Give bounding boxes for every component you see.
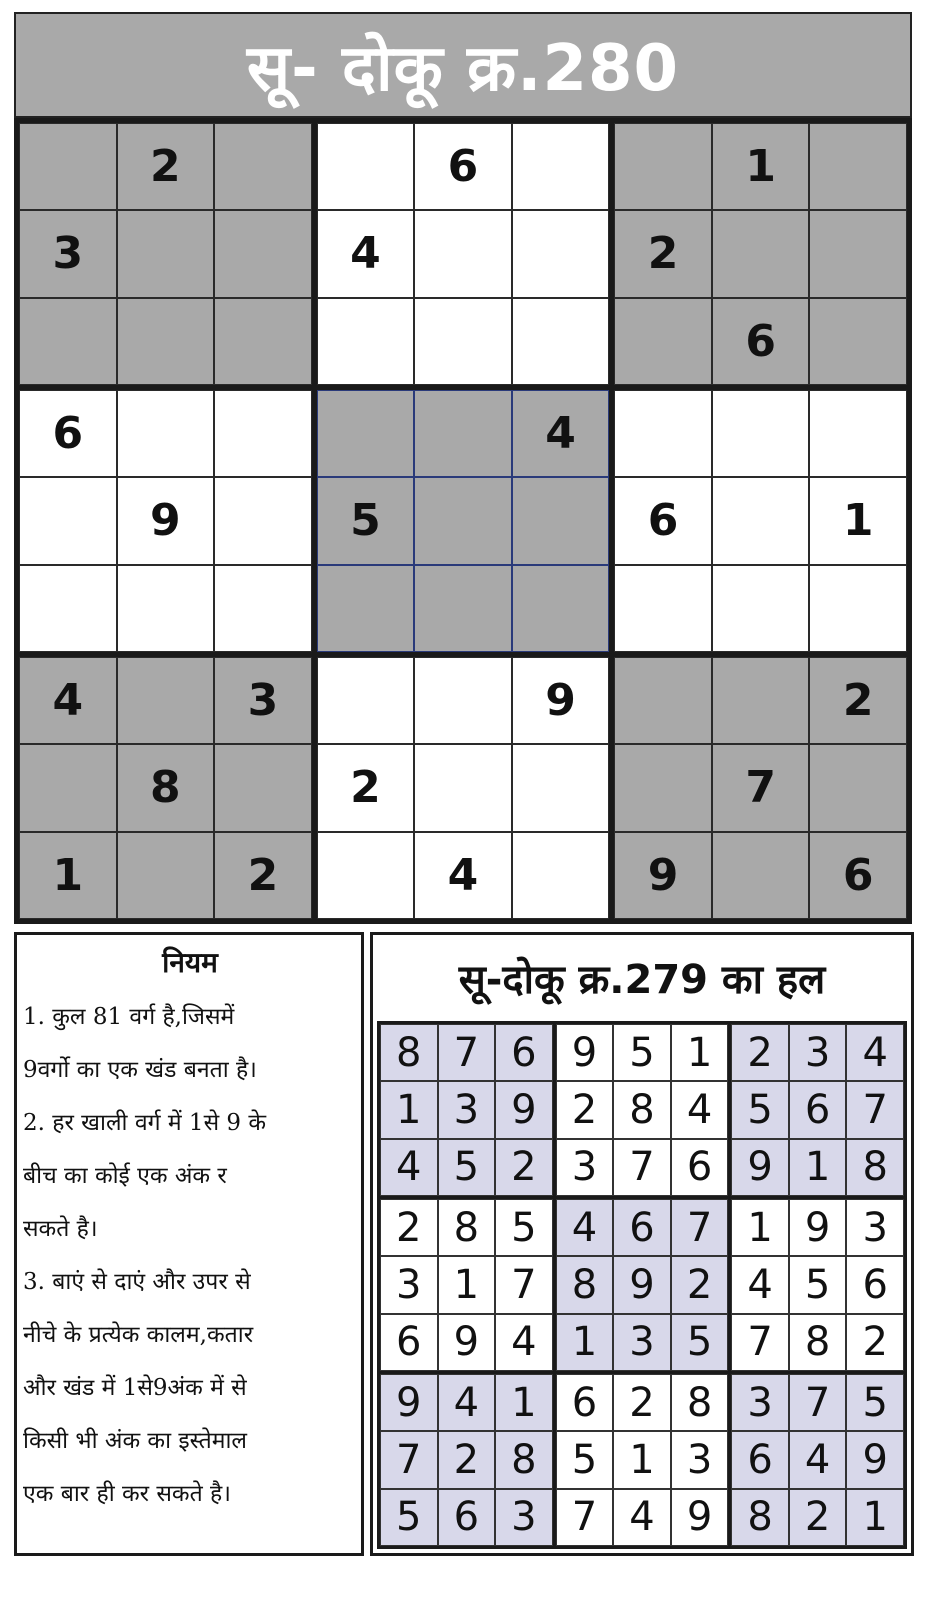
solution-cell: 4 bbox=[731, 1256, 789, 1313]
puzzle-cell[interactable] bbox=[414, 565, 512, 652]
puzzle-cell[interactable] bbox=[809, 565, 907, 652]
solution-cell: 1 bbox=[380, 1081, 438, 1138]
puzzle-cell[interactable] bbox=[414, 298, 512, 385]
solution-cell: 7 bbox=[380, 1431, 438, 1488]
solution-cell: 3 bbox=[789, 1024, 847, 1081]
sudoku-puzzle-grid bbox=[14, 118, 912, 924]
puzzle-cell[interactable] bbox=[614, 565, 712, 652]
solution-cell: 7 bbox=[556, 1489, 614, 1546]
solution-cell: 6 bbox=[438, 1489, 496, 1546]
solution-cell: 9 bbox=[556, 1024, 614, 1081]
puzzle-cell[interactable] bbox=[712, 565, 810, 652]
puzzle-cell[interactable] bbox=[117, 390, 215, 477]
puzzle-cell[interactable] bbox=[214, 565, 312, 652]
sudoku-solution-grid bbox=[377, 1021, 907, 1549]
solution-cell: 1 bbox=[731, 1199, 789, 1256]
rules-heading: नियम bbox=[162, 946, 218, 979]
puzzle-cell: 8 bbox=[117, 744, 215, 831]
solution-cell: 5 bbox=[556, 1431, 614, 1488]
title-banner bbox=[14, 12, 912, 118]
puzzle-cell[interactable] bbox=[512, 210, 610, 297]
puzzle-cell: 4 bbox=[512, 390, 610, 477]
puzzle-cell: 6 bbox=[712, 298, 810, 385]
rule-line: एक बार ही कर सकते है। bbox=[23, 1481, 231, 1507]
solution-cell: 2 bbox=[846, 1314, 904, 1371]
puzzle-cell[interactable] bbox=[317, 390, 415, 477]
solution-cell: 9 bbox=[613, 1256, 671, 1313]
puzzle-cell: 3 bbox=[214, 657, 312, 744]
solution-cell: 9 bbox=[789, 1199, 847, 1256]
puzzle-cell[interactable] bbox=[614, 744, 712, 831]
puzzle-cell[interactable] bbox=[19, 744, 117, 831]
rule-line: 9वर्गो का एक खंड बनता है। bbox=[23, 1057, 257, 1083]
rule-line: 1. कुल 81 वर्ग है,जिसमें bbox=[23, 1004, 235, 1030]
puzzle-cell: 2 bbox=[214, 832, 312, 919]
solution-cell: 5 bbox=[438, 1139, 496, 1196]
puzzle-cell[interactable] bbox=[614, 298, 712, 385]
puzzle-cell: 9 bbox=[117, 477, 215, 564]
puzzle-cell[interactable] bbox=[414, 744, 512, 831]
solution-cell: 3 bbox=[380, 1256, 438, 1313]
puzzle-cell[interactable] bbox=[809, 298, 907, 385]
puzzle-cell[interactable] bbox=[614, 123, 712, 210]
solution-cell: 4 bbox=[671, 1081, 729, 1138]
solution-cell: 4 bbox=[438, 1374, 496, 1431]
solution-cell: 6 bbox=[671, 1139, 729, 1196]
solution-cell: 2 bbox=[613, 1374, 671, 1431]
solution-cell: 6 bbox=[613, 1199, 671, 1256]
puzzle-cell: 4 bbox=[317, 210, 415, 297]
puzzle-cell[interactable] bbox=[712, 832, 810, 919]
solution-cell: 2 bbox=[789, 1489, 847, 1546]
solution-cell: 8 bbox=[789, 1314, 847, 1371]
solution-cell: 9 bbox=[495, 1081, 553, 1138]
solution-cell: 2 bbox=[380, 1199, 438, 1256]
puzzle-cell: 2 bbox=[317, 744, 415, 831]
rule-line: और खंड में 1से9अंक में से bbox=[23, 1375, 247, 1401]
solution-cell: 2 bbox=[731, 1024, 789, 1081]
solution-cell: 1 bbox=[438, 1256, 496, 1313]
solution-cell: 1 bbox=[495, 1374, 553, 1431]
puzzle-cell[interactable] bbox=[317, 657, 415, 744]
solution-cell: 7 bbox=[846, 1081, 904, 1138]
solution-cell: 3 bbox=[846, 1199, 904, 1256]
puzzle-cell[interactable] bbox=[414, 210, 512, 297]
puzzle-cell[interactable] bbox=[214, 210, 312, 297]
puzzle-cell: 2 bbox=[809, 657, 907, 744]
solution-cell: 4 bbox=[846, 1024, 904, 1081]
solution-cell: 5 bbox=[731, 1081, 789, 1138]
solution-cell: 5 bbox=[495, 1199, 553, 1256]
puzzle-cell[interactable] bbox=[117, 832, 215, 919]
solution-cell: 1 bbox=[671, 1024, 729, 1081]
puzzle-cell[interactable] bbox=[809, 210, 907, 297]
puzzle-cell: 6 bbox=[19, 390, 117, 477]
puzzle-cell[interactable] bbox=[19, 123, 117, 210]
solution-cell: 7 bbox=[789, 1374, 847, 1431]
solution-cell: 1 bbox=[556, 1314, 614, 1371]
puzzle-cell[interactable] bbox=[117, 210, 215, 297]
page-title: सू- दोकू क्र.280 bbox=[246, 31, 680, 106]
puzzle-cell: 6 bbox=[414, 123, 512, 210]
rules-panel bbox=[14, 932, 364, 1556]
solution-cell: 9 bbox=[380, 1374, 438, 1431]
puzzle-cell[interactable] bbox=[117, 298, 215, 385]
rule-line: किसी भी अंक का इस्तेमाल bbox=[23, 1428, 248, 1454]
puzzle-cell[interactable] bbox=[614, 390, 712, 477]
solution-cell: 4 bbox=[380, 1139, 438, 1196]
puzzle-cell: 4 bbox=[414, 832, 512, 919]
solution-cell: 3 bbox=[556, 1139, 614, 1196]
solution-cell: 9 bbox=[438, 1314, 496, 1371]
solution-cell: 8 bbox=[613, 1081, 671, 1138]
rule-line: 3. बाएं से दाएं और उपर से bbox=[23, 1269, 251, 1295]
puzzle-cell[interactable] bbox=[317, 565, 415, 652]
solution-cell: 7 bbox=[731, 1314, 789, 1371]
puzzle-cell[interactable] bbox=[19, 477, 117, 564]
puzzle-cell: 1 bbox=[19, 832, 117, 919]
puzzle-cell[interactable] bbox=[414, 390, 512, 477]
solution-cell: 4 bbox=[789, 1431, 847, 1488]
solution-cell: 2 bbox=[438, 1431, 496, 1488]
puzzle-cell[interactable] bbox=[712, 657, 810, 744]
solution-cell: 3 bbox=[438, 1081, 496, 1138]
solution-cell: 2 bbox=[671, 1256, 729, 1313]
puzzle-cell[interactable] bbox=[414, 477, 512, 564]
puzzle-cell[interactable] bbox=[317, 832, 415, 919]
solution-title: सू-दोकू क्र.279 का हल bbox=[458, 956, 826, 1003]
rule-line: बीच का कोई एक अंक र bbox=[23, 1163, 227, 1189]
puzzle-cell[interactable] bbox=[712, 477, 810, 564]
puzzle-cell: 4 bbox=[19, 657, 117, 744]
solution-cell: 6 bbox=[789, 1081, 847, 1138]
solution-cell: 2 bbox=[556, 1081, 614, 1138]
puzzle-cell[interactable] bbox=[712, 390, 810, 477]
puzzle-cell[interactable] bbox=[809, 390, 907, 477]
puzzle-cell: 2 bbox=[614, 210, 712, 297]
solution-cell: 3 bbox=[671, 1431, 729, 1488]
solution-panel bbox=[370, 932, 914, 1556]
solution-cell: 8 bbox=[731, 1489, 789, 1546]
solution-cell: 8 bbox=[846, 1139, 904, 1196]
solution-cell: 1 bbox=[789, 1139, 847, 1196]
solution-cell: 1 bbox=[613, 1431, 671, 1488]
solution-cell: 5 bbox=[789, 1256, 847, 1313]
puzzle-cell[interactable] bbox=[512, 565, 610, 652]
puzzle-cell: 6 bbox=[809, 832, 907, 919]
puzzle-cell[interactable] bbox=[809, 744, 907, 831]
puzzle-cell[interactable] bbox=[512, 123, 610, 210]
solution-cell: 5 bbox=[671, 1314, 729, 1371]
solution-cell: 6 bbox=[380, 1314, 438, 1371]
puzzle-cell[interactable] bbox=[117, 565, 215, 652]
puzzle-cell[interactable] bbox=[317, 123, 415, 210]
solution-cell: 8 bbox=[495, 1431, 553, 1488]
solution-cell: 9 bbox=[671, 1489, 729, 1546]
solution-cell: 9 bbox=[731, 1139, 789, 1196]
solution-cell: 6 bbox=[556, 1374, 614, 1431]
puzzle-cell: 1 bbox=[712, 123, 810, 210]
solution-cell: 4 bbox=[613, 1489, 671, 1546]
puzzle-cell[interactable] bbox=[214, 390, 312, 477]
puzzle-cell[interactable] bbox=[19, 298, 117, 385]
solution-cell: 6 bbox=[846, 1256, 904, 1313]
puzzle-cell[interactable] bbox=[214, 298, 312, 385]
rule-line: नीचे के प्रत्येक कालम,कतार bbox=[23, 1322, 254, 1348]
puzzle-cell[interactable] bbox=[214, 744, 312, 831]
solution-cell: 2 bbox=[495, 1139, 553, 1196]
puzzle-cell[interactable] bbox=[809, 123, 907, 210]
puzzle-cell: 7 bbox=[712, 744, 810, 831]
puzzle-cell: 6 bbox=[614, 477, 712, 564]
solution-cell: 7 bbox=[671, 1199, 729, 1256]
solution-cell: 3 bbox=[495, 1489, 553, 1546]
solution-cell: 7 bbox=[438, 1024, 496, 1081]
puzzle-cell: 2 bbox=[117, 123, 215, 210]
puzzle-cell[interactable] bbox=[414, 657, 512, 744]
solution-cell: 1 bbox=[846, 1489, 904, 1546]
puzzle-cell[interactable] bbox=[614, 657, 712, 744]
solution-cell: 7 bbox=[613, 1139, 671, 1196]
puzzle-cell: 1 bbox=[809, 477, 907, 564]
solution-cell: 5 bbox=[846, 1374, 904, 1431]
solution-cell: 6 bbox=[731, 1431, 789, 1488]
puzzle-cell: 9 bbox=[614, 832, 712, 919]
puzzle-cell[interactable] bbox=[512, 298, 610, 385]
puzzle-cell: 9 bbox=[512, 657, 610, 744]
solution-cell: 5 bbox=[380, 1489, 438, 1546]
puzzle-cell[interactable] bbox=[512, 832, 610, 919]
puzzle-cell[interactable] bbox=[317, 298, 415, 385]
puzzle-cell[interactable] bbox=[214, 123, 312, 210]
solution-cell: 8 bbox=[671, 1374, 729, 1431]
puzzle-cell[interactable] bbox=[512, 744, 610, 831]
puzzle-cell[interactable] bbox=[19, 565, 117, 652]
solution-cell: 8 bbox=[380, 1024, 438, 1081]
solution-cell: 8 bbox=[556, 1256, 614, 1313]
puzzle-cell[interactable] bbox=[712, 210, 810, 297]
solution-cell: 3 bbox=[613, 1314, 671, 1371]
puzzle-cell: 5 bbox=[317, 477, 415, 564]
puzzle-cell[interactable] bbox=[117, 657, 215, 744]
rule-line: सकते है। bbox=[23, 1216, 98, 1242]
puzzle-cell[interactable] bbox=[512, 477, 610, 564]
solution-cell: 8 bbox=[438, 1199, 496, 1256]
puzzle-cell: 3 bbox=[19, 210, 117, 297]
solution-cell: 7 bbox=[495, 1256, 553, 1313]
solution-cell: 4 bbox=[495, 1314, 553, 1371]
solution-cell: 3 bbox=[731, 1374, 789, 1431]
solution-cell: 9 bbox=[846, 1431, 904, 1488]
solution-cell: 6 bbox=[495, 1024, 553, 1081]
rule-line: 2. हर खाली वर्ग में 1से 9 के bbox=[23, 1110, 267, 1136]
solution-cell: 5 bbox=[613, 1024, 671, 1081]
puzzle-cell[interactable] bbox=[214, 477, 312, 564]
solution-cell: 4 bbox=[556, 1199, 614, 1256]
